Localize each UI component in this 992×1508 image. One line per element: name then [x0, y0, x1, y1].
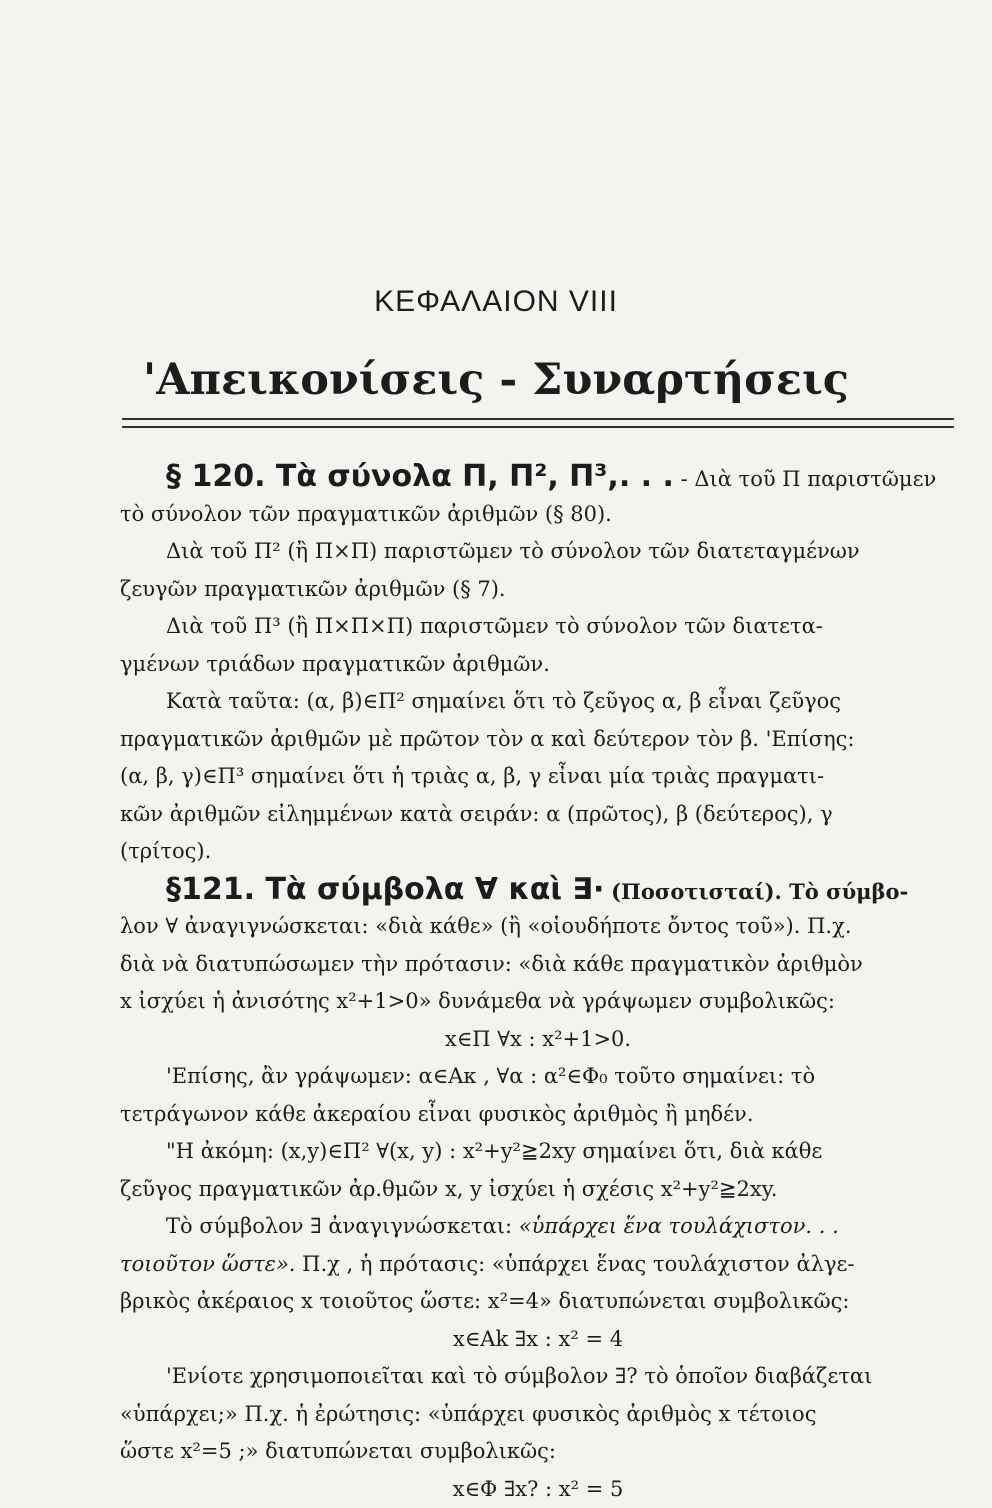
- text-line: Διὰ τοῦ Π² (ἢ Π×Π) παριστῶμεν τὸ σύνολον τῶν διατεταγμένων: [120, 533, 956, 571]
- text-line: "Η ἀκόμη: (x,y)∈Π² ∀(x, y) : x²+y²≧2xy σημαίνει ὅτι, διὰ κάθε: [120, 1133, 956, 1171]
- formula: x∈Φ ∃x? : x² = 5: [120, 1471, 956, 1508]
- formula: x∈Αk ∃x : x² = 4: [120, 1321, 956, 1359]
- text-line: Κατὰ ταῦτα: (α, β)∈Π² σημαίνει ὅτι τὸ ζεῦγος α, β εἶναι ζεῦγος: [120, 683, 956, 721]
- text-line: [120, 1208, 956, 1246]
- text-line: (α, β, γ)∈Π³ σημαίνει ὅτι ἡ τριὰς α, β, γ εἶναι μία τριὰς πραγματι-: [120, 758, 956, 796]
- text-span-italic: «ὑπάρχει ἕνα τουλάχιστον. . .: [519, 1214, 839, 1238]
- text-line: διὰ νὰ διατυπώσωμεν τὴν πρότασιν: «διὰ κάθε πραγματικὸν ἀριθμὸν: [120, 946, 956, 984]
- title-rule-bottom: [122, 426, 954, 428]
- text-line: x ἰσχύει ἡ ἀνισότης x²+1>0» δυνάμεθα νὰ γράψωμεν συμβολικῶς:: [120, 983, 956, 1021]
- text-span: Π.χ , ἡ πρότασις: «ὑπάρχει ἕνας τουλάχιστον ἀλγε-: [302, 1252, 854, 1276]
- text-line: κῶν ἀριθμῶν εἰλημμένων κατὰ σειράν: α (πρῶτος), β (δεύτερος), γ: [120, 796, 956, 834]
- text-line: λον ∀ ἀναγιγνώσκεται: «διὰ κάθε» (ἢ «οἱουδήποτε ὄντος τοῦ»). Π.χ.: [120, 908, 956, 946]
- text-line: 'Επίσης, ἂν γράψωμεν: α∈Ακ , ∀α : α²∈Φ₀ τοῦτο σημαίνει: τὸ: [120, 1058, 956, 1096]
- text-line: τετράγωνον κάθε ἀκεραίου εἶναι φυσικὸς ἀριθμὸς ἢ μηδέν.: [120, 1096, 956, 1134]
- chapter-title: 'Απεικονίσεις - Συναρτήσεις: [0, 355, 992, 405]
- text-line: (Ποσοτισταί). Τὸ σύμβο-: [611, 879, 908, 904]
- text-line: - Διὰ τοῦ Π παριστῶμεν: [681, 467, 937, 491]
- section-121-heading: §121. Τὰ σύμβολα ∀ καὶ ∃·: [166, 872, 604, 907]
- text-line: ζευγῶν πραγματικῶν ἀριθμῶν (§ 7).: [120, 571, 956, 609]
- text-line: γμένων τριάδων πραγματικῶν ἀριθμῶν.: [120, 646, 956, 684]
- text-line: πραγματικῶν ἀριθμῶν μὲ πρῶτον τὸν α καὶ δεύτερον τὸν β. 'Επίσης:: [120, 721, 956, 759]
- formula: x∈Π ∀x : x²+1>0.: [120, 1021, 956, 1059]
- text-line: «ὑπάρχει;» Π.χ. ἡ ἐρώτησις: «ὑπάρχει φυσικὸς ἀριθμὸς x τέτοιος: [120, 1396, 956, 1434]
- text-span: Τὸ σύμβολον ∃ ἀναγιγνώσκεται:: [166, 1214, 512, 1238]
- text-line: (τρίτος).: [120, 833, 956, 871]
- text-line: βρικὸς ἀκέραιος x τοιοῦτος ὥστε: x²=4» διατυπώνεται συμβολικῶς:: [120, 1283, 956, 1321]
- text-line: Διὰ τοῦ Π³ (ἢ Π×Π×Π) παριστῶμεν τὸ σύνολον τῶν διατετα-: [120, 608, 956, 646]
- text-line: ζεῦγος πραγματικῶν ἀρ.θμῶν x, y ἰσχύει ἡ σχέσις x²+y²≧2xy.: [120, 1171, 956, 1209]
- text-line: τὸ σύνολον τῶν πραγματικῶν ἀριθμῶν (§ 80).: [120, 496, 956, 534]
- text-span-italic: τοιοῦτον ὥστε».: [120, 1252, 295, 1276]
- section-120-heading: § 120. Τὰ σύνολα Π, Π², Π³,. . .: [166, 459, 674, 494]
- text-line: ὥστε x²=5 ;» διατυπώνεται συμβολικῶς:: [120, 1433, 956, 1471]
- section-120-heading-line: [120, 458, 956, 496]
- text-line: 'Ενίοτε χρησιμοποιεῖται καὶ τὸ σύμβολον ∃? τὸ ὁποῖον διαβάζεται: [120, 1358, 956, 1396]
- text-line: [120, 1246, 956, 1284]
- chapter-heading: ΚΕΦΑΛΑΙΟΝ VIII: [0, 285, 992, 319]
- page-body: [120, 458, 956, 1508]
- section-121-heading-line: [120, 871, 956, 909]
- title-rule-top: [122, 418, 954, 420]
